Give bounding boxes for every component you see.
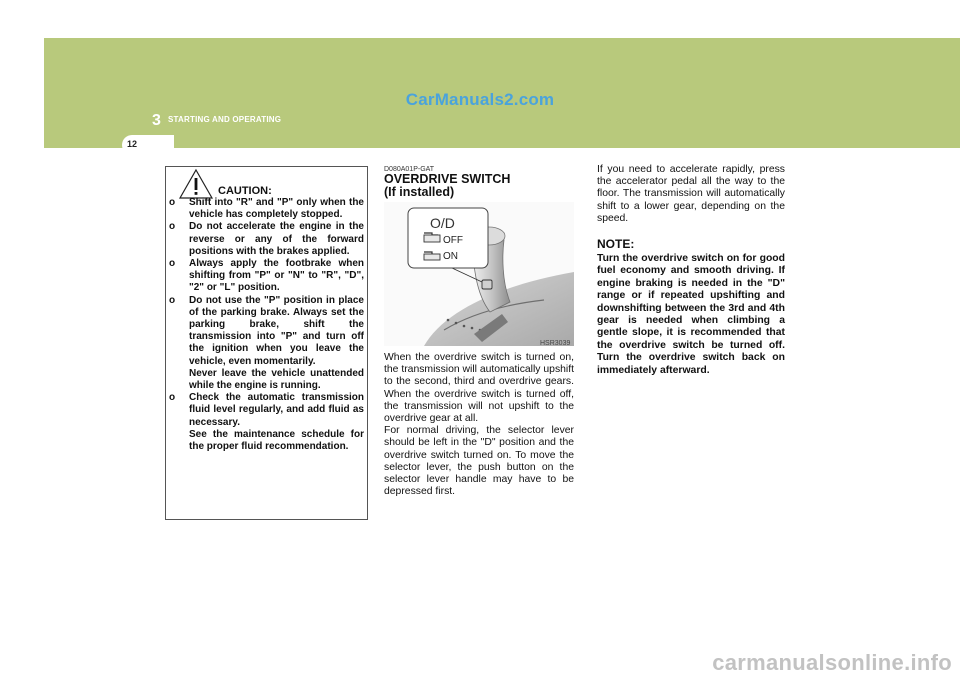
caution-text: Do not accelerate the engine in the reverse or any of the forward positions with the brakes applied. — [189, 221, 364, 257]
caution-text: Always apply the footbrake when shifting from "P" or "N" to "R", "D", "2" or "L" position. — [189, 258, 364, 294]
overdrive-switch-figure — [384, 202, 574, 346]
caution-text: Do not use the "P" position in place of the parking brake. Always set the parking brake, shift the transmission into "P" and turn off the ignition when you leave the vehicle, even momentarily. — [189, 294, 364, 367]
bullet: o — [169, 258, 176, 270]
bullet: o — [169, 392, 176, 404]
section-body — [384, 352, 574, 498]
chapter-number: 3 — [152, 112, 161, 129]
section-title: OVERDRIVE SWITCH — [384, 172, 511, 186]
section-subtitle: (If installed) — [384, 185, 455, 199]
bullet: o — [169, 197, 176, 208]
caution-item — [166, 392, 366, 453]
overdrive-button — [482, 280, 492, 289]
bullet: o — [169, 221, 176, 233]
section-heading — [384, 173, 510, 199]
od-label: O/D — [430, 215, 455, 231]
caution-text: Never leave the vehicle unattended while the engine is running. — [189, 367, 364, 392]
caution-box — [165, 166, 368, 520]
off-label: OFF — [443, 235, 463, 246]
caution-text: Shift into "R" and "P" only when the vehicle has completely stopped. — [189, 197, 364, 221]
section-code: D080A01P-GAT — [384, 166, 435, 173]
caution-item — [166, 258, 366, 295]
caution-item — [166, 197, 366, 221]
body-paragraph: For normal driving, the selector lever should be left in the "D" position and the overdrive switch turned on. To move the selector lever, the push button on the selector lever handle may have to be depressed first. — [384, 425, 574, 498]
note-title: NOTE: — [597, 237, 635, 251]
caution-item — [166, 295, 366, 393]
on-label: ON — [443, 251, 458, 262]
caution-text: See the maintenance schedule for the proper fluid recommendation. — [189, 428, 364, 453]
figure-id: HSR3039 — [540, 340, 571, 347]
caution-list — [166, 197, 366, 453]
bullet: o — [169, 294, 176, 306]
body-paragraph: When the overdrive switch is turned on, the transmission will automatically upshift to the second, third and overdrive gears. When the overdrive switch is turned off, the transmission will not upshift to the overdrive gear at all. — [384, 352, 574, 425]
warning-triangle-icon — [178, 168, 214, 200]
caution-title: CAUTION: — [218, 185, 272, 197]
page-number: 12 — [127, 139, 138, 149]
caution-text: Check the automatic transmission fluid level regularly, and add fluid as necessary. — [189, 392, 364, 428]
note-text: Turn the overdrive switch on for good fuel economy and smooth driving. If engine braking is needed in the "D" range or if repeated upshifting and downshifting between the 3rd and 4th gear is needed when climbing a gentle slope, it is recommended that the overdrive switch be turned off. Turn the overdrive switch back on immediately afterward. — [597, 253, 785, 376]
body-paragraph: If you need to accelerate rapidly, press the accelerator pedal all the way to the floor. The transmission will automatically shift to a lower gear, depending on the speed. — [597, 164, 785, 224]
shift-lever-illustration — [384, 202, 574, 346]
header-watermark[interactable]: CarManuals2.com — [405, 90, 555, 109]
right-column-body — [597, 164, 785, 225]
chapter-title: STARTING AND OPERATING — [168, 115, 282, 124]
caution-item — [166, 221, 366, 258]
footer-watermark[interactable]: carmanualsonline.info — [712, 650, 952, 675]
